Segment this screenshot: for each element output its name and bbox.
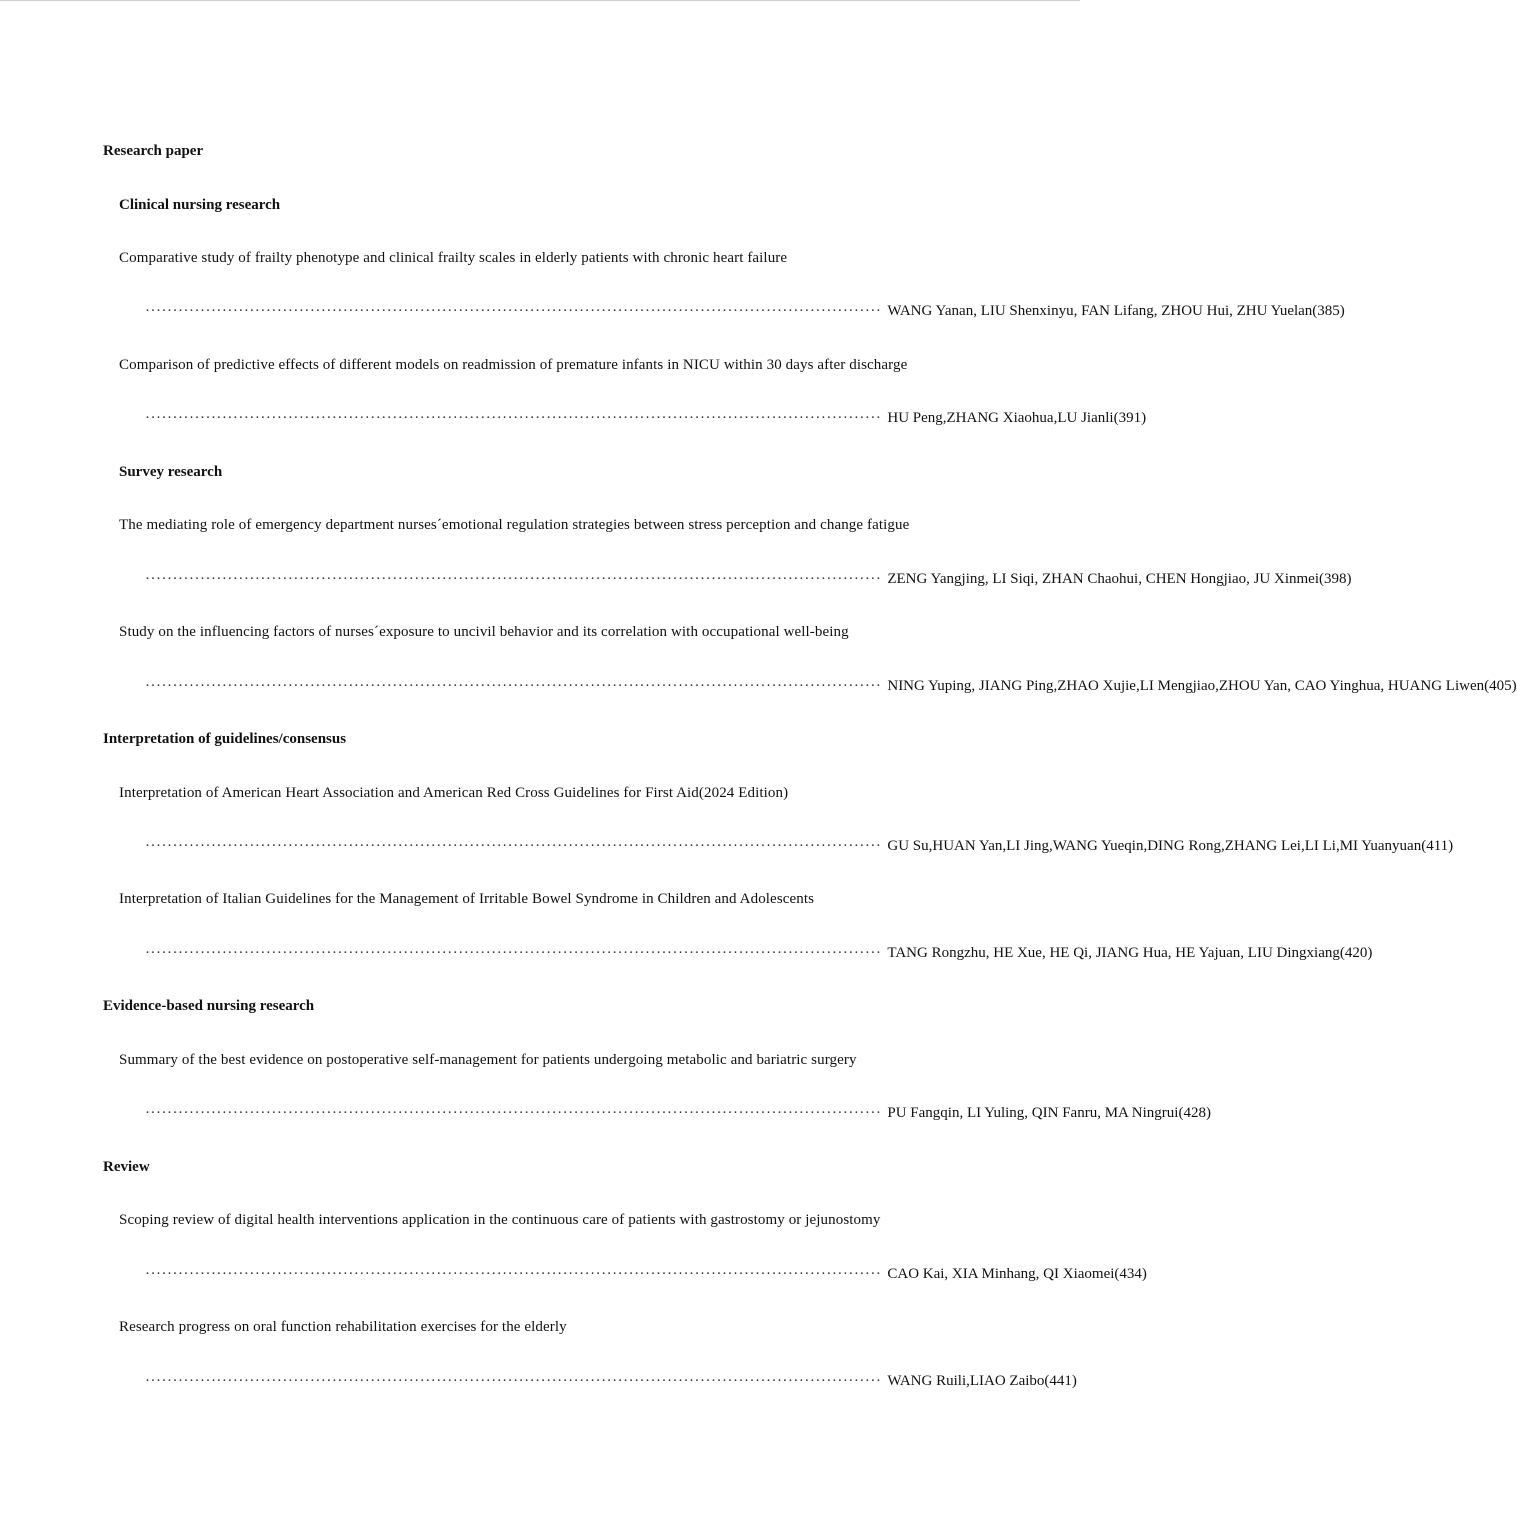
toc-entry-authors-row [145, 1264, 1147, 1284]
section-heading-evidence-based: Evidence-based nursing research [103, 998, 315, 1014]
dot-leader: ······································································································································ [145, 678, 882, 694]
toc-entry-authors: WANG Ruili,LIAO Zaibo(441) [887, 1373, 1077, 1389]
toc-entry-authors-row [145, 1103, 1211, 1123]
dot-leader: ······································································································································ [145, 1266, 882, 1282]
dot-leader: ······································································································································ [145, 571, 882, 587]
toc-entry-authors: HU Peng,ZHANG Xiaohua,LU Jianli(391) [887, 410, 1147, 426]
toc-entry-title[interactable]: Interpretation of Italian Guidelines for the Management of Irritable Bowel Syndrome in Children and Adolescents [119, 891, 815, 907]
toc-entry-authors-row [145, 569, 1352, 589]
section-heading-review: Review [103, 1159, 150, 1175]
dot-leader: ······································································································································ [145, 303, 882, 319]
toc-entry-title[interactable]: Summary of the best evidence on postoperative self-management for patients undergoing metabolic and bariatric surgery [119, 1052, 857, 1068]
subsection-heading-clinical-nursing-research: Clinical nursing research [119, 197, 281, 213]
subsection-heading-survey-research: Survey research [119, 464, 223, 480]
dot-leader: ······································································································································ [145, 838, 882, 854]
section-heading-research-paper: Research paper [103, 143, 204, 159]
page-top-border [0, 0, 1080, 1]
dot-leader: ······································································································································ [145, 945, 882, 961]
toc-entry-title[interactable]: Study on the influencing factors of nurses´exposure to uncivil behavior and its correlation with occupational well-being [119, 624, 849, 640]
dot-leader: ······································································································································ [145, 410, 882, 426]
section-heading-interpretation: Interpretation of guidelines/consensus [103, 731, 347, 747]
toc-entry-title[interactable]: Research progress on oral function rehabilitation exercises for the elderly [119, 1319, 567, 1335]
toc-entry-authors-row [145, 836, 1454, 856]
dot-leader: ······································································································································ [145, 1105, 882, 1121]
toc-entry-authors: CAO Kai, XIA Minhang, QI Xiaomei(434) [887, 1266, 1147, 1282]
toc-entry-title[interactable]: Scoping review of digital health interventions application in the continuous care of patients with gastrostomy or jejunostomy [119, 1212, 881, 1228]
toc-entry-authors: PU Fangqin, LI Yuling, QIN Fanru, MA Ningrui(428) [887, 1105, 1211, 1121]
toc-entry-authors-row [145, 943, 1373, 963]
toc-entry-authors-row [145, 1371, 1077, 1391]
toc-entry-authors: GU Su,HUAN Yan,LI Jing,WANG Yueqin,DING Rong,ZHANG Lei,LI Li,MI Yuanyuan(411) [887, 838, 1454, 854]
toc-entry-title[interactable]: Interpretation of American Heart Association and American Red Cross Guidelines for First Aid(2024 Edition) [119, 785, 789, 801]
toc-entry-authors-row [145, 676, 1517, 696]
toc-entry-title[interactable]: The mediating role of emergency department nurses´emotional regulation strategies between stress perception and change fatigue [119, 517, 910, 533]
dot-leader: ······································································································································ [145, 1373, 882, 1389]
toc-entry-authors: ZENG Yangjing, LI Siqi, ZHAN Chaohui, CHEN Hongjiao, JU Xinmei(398) [887, 571, 1352, 587]
toc-entry-authors-row [145, 301, 1345, 321]
toc-entry-authors: NING Yuping, JIANG Ping,ZHAO Xujie,LI Mengjiao,ZHOU Yan, CAO Yinghua, HUANG Liwen(405) [887, 678, 1517, 694]
toc-entry-authors: TANG Rongzhu, HE Xue, HE Qi, JIANG Hua, HE Yajuan, LIU Dingxiang(420) [887, 945, 1373, 961]
toc-entry-title[interactable]: Comparison of predictive effects of different models on readmission of premature infants in NICU within 30 days after discharge [119, 357, 908, 373]
toc-entry-authors-row [145, 408, 1147, 428]
toc-entry-authors: WANG Yanan, LIU Shenxinyu, FAN Lifang, ZHOU Hui, ZHU Yuelan(385) [887, 303, 1345, 319]
toc-entry-title[interactable]: Comparative study of frailty phenotype and clinical frailty scales in elderly patients with chronic heart failure [119, 250, 788, 266]
